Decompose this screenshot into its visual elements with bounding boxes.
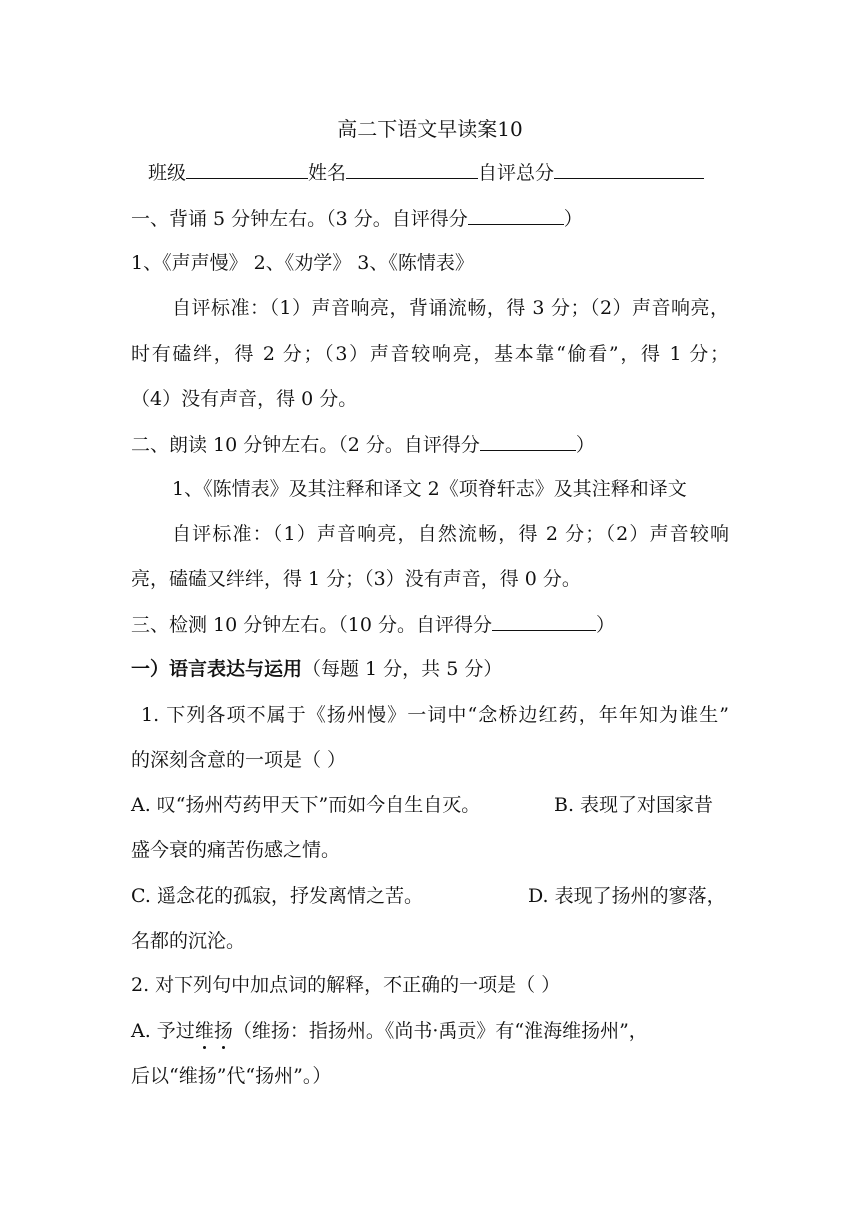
- section-2-close: ）: [575, 434, 595, 456]
- subsection-heading-rest: （每题 1 分，共 5 分）: [302, 658, 503, 680]
- section-2-criteria-line-2: 亮，磕磕又绊绊，得 1 分；（3）没有声音，得 0 分。: [131, 568, 581, 590]
- question-1-stem-line-2: 的深刻含意的一项是（ ）: [131, 749, 347, 771]
- section-3-heading-text: 三、检测 10 分钟左右。（10 分。自评得分: [131, 614, 492, 636]
- section-2-items: 1、《陈情表》及其注释和译文 2《项脊轩志》及其注释和译文: [172, 478, 687, 500]
- subsection-heading: [131, 657, 502, 681]
- question-2-option-a-cont: 后以“维扬”代“扬州”。）: [131, 1065, 332, 1087]
- section-1-criteria-line-3: （4）没有声音，得 0 分。: [131, 388, 358, 410]
- question-1-option-b-cont: 盛今衰的痛苦伤感之情。: [131, 839, 341, 861]
- question-2-option-a: [131, 1019, 648, 1043]
- section-1-score-blank[interactable]: [468, 206, 564, 225]
- question-1-option-d: D. 表现了扬州的寥落，: [528, 885, 726, 907]
- question-2-option-a-prefix: A. 予过: [131, 1020, 195, 1042]
- section-2-heading: [131, 432, 595, 457]
- total-score-blank[interactable]: [554, 160, 704, 179]
- question-1-option-d-cont: 名都的沉沦。: [131, 930, 246, 952]
- class-label: 班级: [148, 162, 187, 184]
- section-1-criteria-line-1: 自评标准：（1）声音响亮，背诵流畅，得 3 分；（2）声音响亮，: [172, 297, 729, 319]
- header-fields: [148, 160, 704, 185]
- section-2-score-blank[interactable]: [480, 432, 576, 451]
- section-3-heading: [131, 612, 615, 637]
- section-3-score-blank[interactable]: [492, 612, 596, 631]
- section-1-items: 1、《声声慢》 2、《劝学》 3、《陈情表》: [131, 252, 474, 274]
- section-1-criteria-line-2: 时有磕绊，得 2 分；（3）声音较响亮，基本靠“偷看”，得 1 分；: [131, 343, 729, 365]
- question-2-stem: 2. 对下列句中加点词的解释，不正确的一项是（ ）: [131, 974, 561, 996]
- question-1-option-a: A. 叹“扬州芍药甲天下”而如今自生自灭。: [131, 794, 481, 816]
- page-title: 高二下语文早读案10: [337, 117, 523, 141]
- emphasis-dotted-char: 维: [194, 1020, 214, 1042]
- name-blank[interactable]: [346, 160, 478, 179]
- name-label: 姓名: [308, 162, 347, 184]
- section-2-heading-text: 二、朗读 10 分钟左右。（2 分。自评得分: [131, 434, 480, 456]
- class-blank[interactable]: [186, 160, 308, 179]
- question-1-option-b: B. 表现了对国家昔: [554, 794, 714, 816]
- section-1-heading-text: 一、背诵 5 分钟左右。（3 分。自评得分: [131, 208, 468, 230]
- question-2-option-a-rest: （维扬：指扬州。《尚书·禹贡》有“淮海维扬州”，: [232, 1020, 648, 1042]
- section-1-close: ）: [563, 208, 583, 230]
- subsection-heading-bold: 一）语言表达与运用: [131, 658, 303, 680]
- question-1-option-c: C. 遥念花的孤寂，抒发离情之苦。: [131, 885, 423, 907]
- section-3-close: ）: [595, 614, 615, 636]
- score-label: 自评总分: [478, 162, 555, 184]
- section-1-heading: [131, 206, 583, 231]
- question-1-stem-line-1: 1. 下列各项不属于《扬州慢》一词中“念桥边红药，年年知为谁生”: [141, 704, 729, 726]
- section-2-criteria-line-1: 自评标准：（1）声音响亮，自然流畅，得 2 分；（2）声音较响: [172, 523, 729, 545]
- emphasis-dotted-char: 扬: [213, 1020, 233, 1042]
